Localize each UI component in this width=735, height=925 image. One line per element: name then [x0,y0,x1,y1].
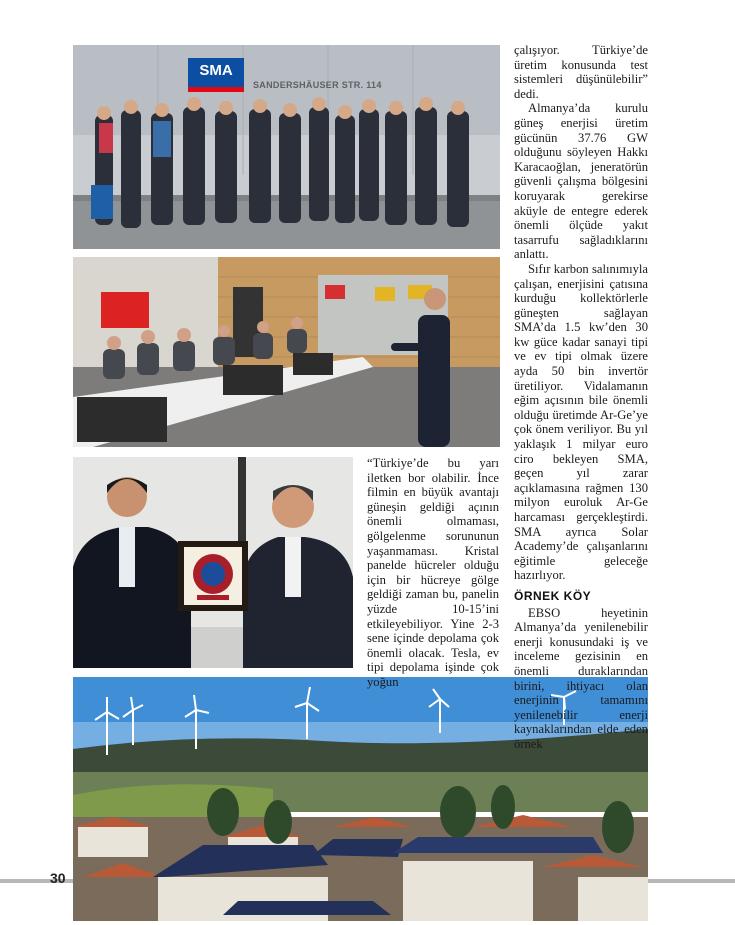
street-sign: SANDERSHÄUSER STR. 114 [253,80,382,90]
paragraph: Sıfır karbon salınımıyla çalışan, enerjisini çatısına kurduğu kollektörlerle güneşten sağlayan SMA’da 1.5 kw’den 30 kw güce kadar sanayi tipi ve ev tipi olmak üzere ayda 50 bin invertör üretiliyor. Vidalamanın eğim açısının bile önemli olduğu üretimde Ar-Ge’ye çok önem veriliyor. Bu yıl yaklaşık 1 milyar euro ciro bekleyen SMA, geçen yıl zarar açıklamasına rağmen 130 milyon euroluk Ar-Ge harcaması gerçekleştirdi. SMA ayrıca Solar Academy’de çalışanlarını eğitimle geleceğe hazırlıyor. [514,261,648,583]
paragraph: EBSO heyetinin Almanya’da yenilenebilir enerji konusundaki iş ve inceleme gezisinin en önemli duraklarından birini, ihtiyacı olan enerjinin tamamını yenilenebilir enerji kaynaklarından elde eden örnek [514,605,648,751]
sma-logo-text: SMA [199,62,233,79]
sma-logo [188,58,244,92]
award-photo [73,457,353,668]
paragraph: “Türkiye’de bu yarı iletken bor olabilir. İnce filmin en büyük avantajı güneşin geldiği açının önemli olmaması, gölgelenme sorununun yaşanmaması. Kristal panelde hücreler olduğu için bir hücreye gölge geldiği zaman bu, panelin yüzde 10-15’ini etkileyebiliyor. Yine 2-3 sene içinde depolama çok önemli olacak. Tesla, ev tipi depolama işinde çok yoğun [367,456,499,689]
paragraph: Almanya’da kurulu güneş enerjisi üretim gücünün 37.76 GW olduğunu söyleyen Hakkı Karacaoğlan, jeneratörün güvenli çalışma bölgesini koruyarak gerekirse aküyle de entegre ederek önemli ölçüde yakıt tasarrufu sağladıklarını anlattı. [514,101,648,262]
section-heading: ÖRNEK KÖY [514,588,592,603]
paragraph: çalışıyor. Türkiye’de üretim konusunda test sistemleri düşünülebilir” dedi. [514,43,648,101]
meeting-photo [73,257,500,447]
footer-rule-right [648,879,735,883]
right-column-top [514,43,648,752]
group-photo [73,45,500,249]
middle-column [367,456,499,690]
page-number: 30 [50,870,66,886]
